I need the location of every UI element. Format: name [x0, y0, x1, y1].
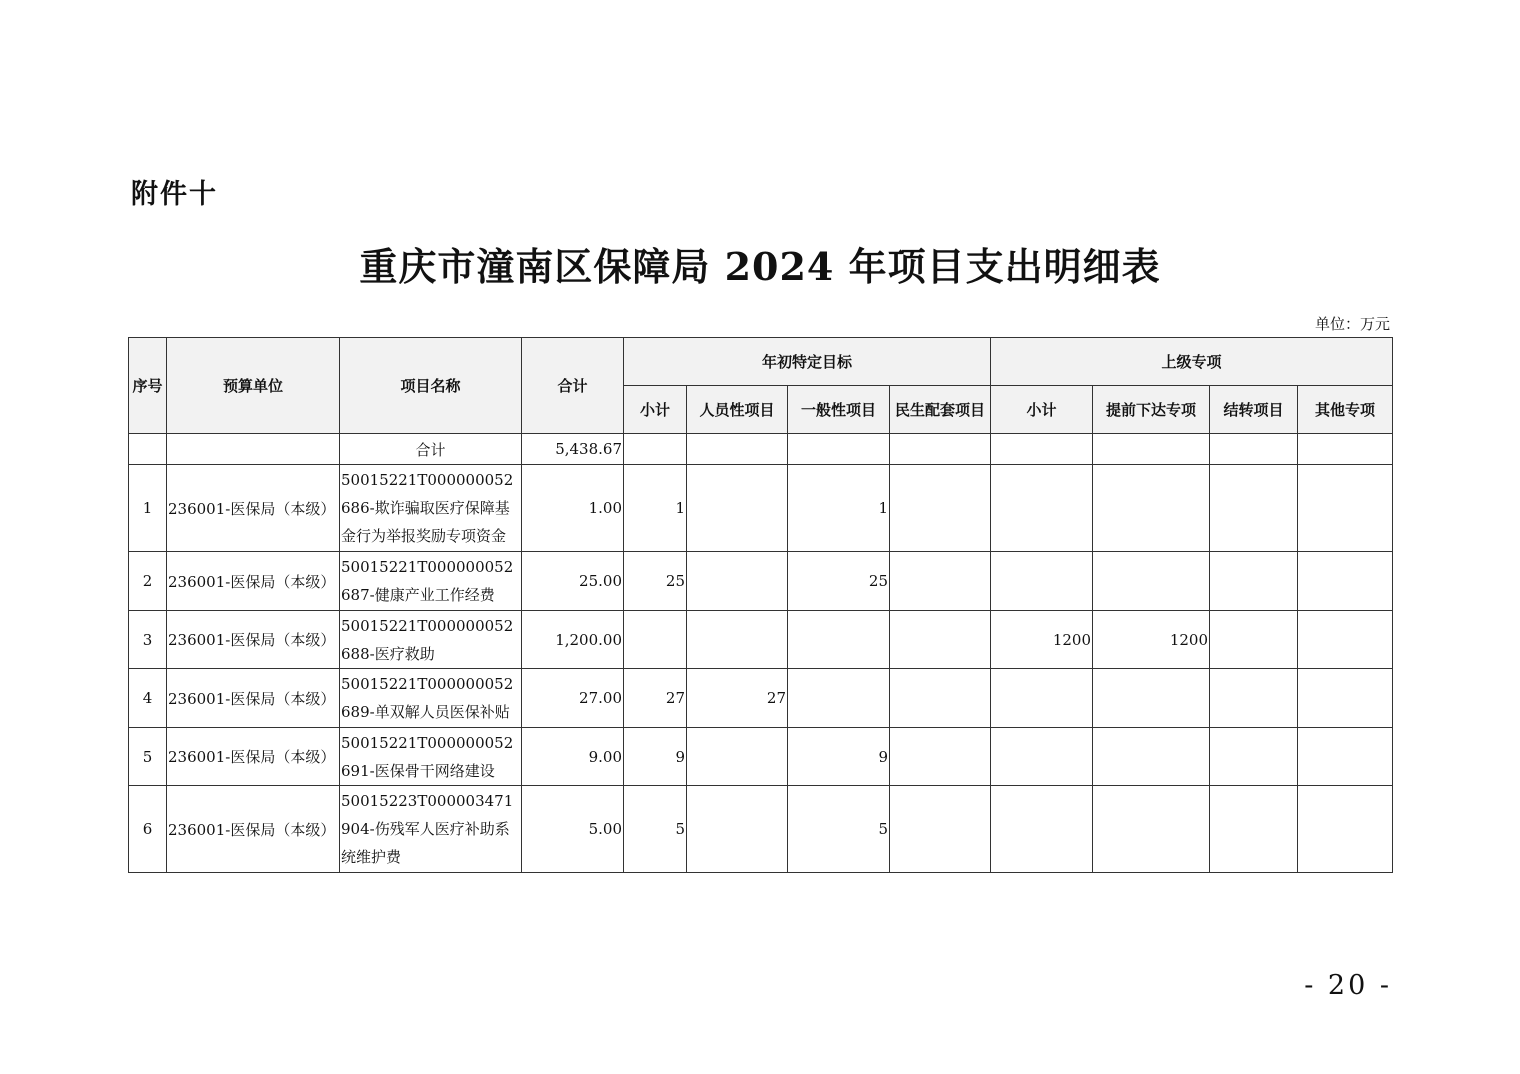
row-superior-carryover [1210, 552, 1298, 611]
table-row [129, 728, 1393, 786]
page-title: 重庆市潼南区保障局 2024 年项目支出明细表 [359, 244, 1161, 289]
header-initial-personnel: 人员性项目 [687, 386, 788, 434]
header-group-superior: 上级专项 [991, 338, 1393, 386]
row-superior-other [1298, 611, 1393, 669]
total-row [129, 434, 1393, 465]
row-superior-subtotal [991, 669, 1093, 728]
row-initial-personnel [687, 552, 788, 611]
row-initial-general: 25 [788, 552, 890, 611]
table-row [129, 669, 1393, 728]
table-row [129, 465, 1393, 552]
row-superior-other [1298, 465, 1393, 552]
row-superior-subtotal [991, 552, 1093, 611]
row-initial-personnel [687, 611, 788, 669]
total-amount: 5,438.67 [522, 434, 624, 465]
header-initial-subtotal: 小计 [624, 386, 687, 434]
row-initial-subtotal: 27 [624, 669, 687, 728]
row-initial-general: 1 [788, 465, 890, 552]
row-initial-personnel [687, 786, 788, 873]
row-initial-general [788, 611, 890, 669]
row-seq: 3 [129, 611, 167, 669]
row-total: 9.00 [522, 728, 624, 786]
row-seq: 4 [129, 669, 167, 728]
row-initial-personnel [687, 465, 788, 552]
row-superior-carryover [1210, 786, 1298, 873]
row-superior-carryover [1210, 611, 1298, 669]
unit-label: 单位：万元 [1314, 315, 1390, 333]
row-budget-unit: 236001-医保局（本级） [167, 611, 340, 669]
row-total: 5.00 [522, 786, 624, 873]
row-superior-other [1298, 728, 1393, 786]
page-number: - 20 - [1304, 970, 1392, 1001]
attachment-label: 附件十 [131, 179, 218, 210]
row-superior-advance [1093, 786, 1210, 873]
table-row [129, 786, 1393, 873]
row-initial-subtotal: 25 [624, 552, 687, 611]
header-row-1 [129, 338, 1393, 386]
row-initial-personnel [687, 728, 788, 786]
header-group-initial: 年初特定目标 [624, 338, 991, 386]
row-superior-subtotal [991, 728, 1093, 786]
project-expenditure-table [128, 337, 1393, 873]
total-label: 合计 [340, 434, 522, 465]
row-total: 1.00 [522, 465, 624, 552]
row-initial-subtotal: 9 [624, 728, 687, 786]
header-budget-unit: 预算单位 [167, 338, 340, 434]
row-superior-subtotal [991, 465, 1093, 552]
row-initial-livelihood [890, 728, 991, 786]
header-superior-advance: 提前下达专项 [1093, 386, 1210, 434]
header-superior-other: 其他专项 [1298, 386, 1393, 434]
header-initial-livelihood: 民生配套项目 [890, 386, 991, 434]
row-project-name: 50015221T000000052688-医疗救助 [340, 611, 522, 669]
row-budget-unit: 236001-医保局（本级） [167, 552, 340, 611]
row-budget-unit: 236001-医保局（本级） [167, 465, 340, 552]
header-project-name: 项目名称 [340, 338, 522, 434]
row-superior-advance [1093, 552, 1210, 611]
row-seq: 6 [129, 786, 167, 873]
row-seq: 2 [129, 552, 167, 611]
row-project-name: 50015221T000000052691-医保骨干网络建设 [340, 728, 522, 786]
row-superior-other [1298, 552, 1393, 611]
header-initial-general: 一般性项目 [788, 386, 890, 434]
row-initial-livelihood [890, 669, 991, 728]
row-seq: 5 [129, 728, 167, 786]
row-budget-unit: 236001-医保局（本级） [167, 728, 340, 786]
row-superior-other [1298, 786, 1393, 873]
row-initial-livelihood [890, 465, 991, 552]
row-superior-other [1298, 669, 1393, 728]
header-seq: 序号 [129, 338, 167, 434]
row-initial-general [788, 669, 890, 728]
row-initial-livelihood [890, 611, 991, 669]
row-project-name: 50015223T000003471904-伤残军人医疗补助系统维护费 [340, 786, 522, 873]
row-superior-advance [1093, 728, 1210, 786]
row-initial-livelihood [890, 552, 991, 611]
row-budget-unit: 236001-医保局（本级） [167, 669, 340, 728]
header-total: 合计 [522, 338, 624, 434]
row-superior-subtotal: 1200 [991, 611, 1093, 669]
row-superior-carryover [1210, 669, 1298, 728]
row-initial-livelihood [890, 786, 991, 873]
row-project-name: 50015221T000000052689-单双解人员医保补贴 [340, 669, 522, 728]
row-project-name: 50015221T000000052686-欺诈骗取医疗保障基金行为举报奖励专项资金 [340, 465, 522, 552]
row-initial-general: 5 [788, 786, 890, 873]
row-budget-unit: 236001-医保局（本级） [167, 786, 340, 873]
row-superior-carryover [1210, 465, 1298, 552]
row-initial-subtotal: 5 [624, 786, 687, 873]
row-initial-subtotal [624, 611, 687, 669]
row-superior-advance [1093, 669, 1210, 728]
row-superior-carryover [1210, 728, 1298, 786]
table-row [129, 611, 1393, 669]
row-initial-subtotal: 1 [624, 465, 687, 552]
row-total: 25.00 [522, 552, 624, 611]
table-row [129, 552, 1393, 611]
row-total: 27.00 [522, 669, 624, 728]
row-total: 1,200.00 [522, 611, 624, 669]
row-initial-personnel: 27 [687, 669, 788, 728]
row-superior-advance: 1200 [1093, 611, 1210, 669]
row-seq: 1 [129, 465, 167, 552]
row-initial-general: 9 [788, 728, 890, 786]
row-superior-subtotal [991, 786, 1093, 873]
row-superior-advance [1093, 465, 1210, 552]
header-superior-subtotal: 小计 [991, 386, 1093, 434]
row-project-name: 50015221T000000052687-健康产业工作经费 [340, 552, 522, 611]
header-superior-carryover: 结转项目 [1210, 386, 1298, 434]
